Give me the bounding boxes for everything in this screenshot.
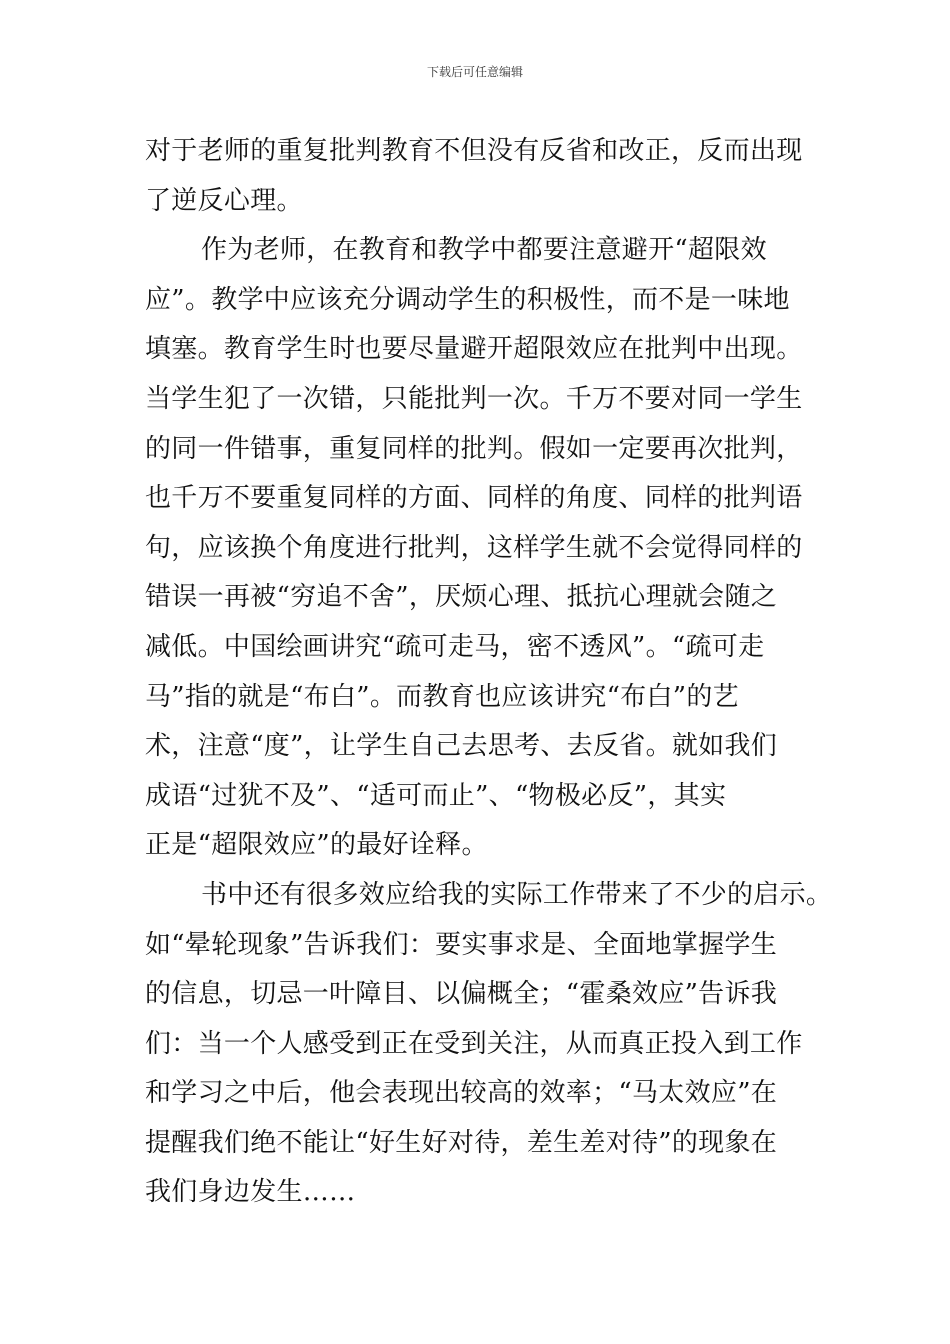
text-line: 的同一件错事，重复同样的批判。假如一定要再次批判， bbox=[145, 433, 803, 464]
text-line: 也千万不要重复同样的方面、同样的角度、同样的批判语 bbox=[145, 483, 803, 514]
page-header: 下载后可任意编辑 bbox=[426, 65, 523, 79]
text-line: 我们身边发生…… bbox=[145, 1177, 356, 1208]
document-body bbox=[145, 127, 835, 1218]
text-line: 减低。中国绘画讲究“疏可走马，密不透风”。“疏可走 bbox=[145, 631, 765, 662]
text-line: 成语“过犹不及”、“适可而止”、“物极必反”，其实 bbox=[145, 780, 727, 811]
text-line: 的信息，切忌一叶障目、以偏概全；“霍桑效应”告诉我 bbox=[145, 979, 778, 1010]
text-line: 们：当一个人感受到正在受到关注，从而真正投入到工作 bbox=[145, 1028, 803, 1059]
text-line: 对于老师的重复批判教育不但没有反省和改正，反而出现 bbox=[145, 136, 803, 166]
text-line: 和学习之中后，他会表现出较高的效率；“马太效应”在 bbox=[145, 1078, 778, 1109]
text-line: 错误一再被“穷追不舍”，厌烦心理、抵抗心理就会随之 bbox=[145, 582, 778, 613]
text-line: 填塞。教育学生时也要尽量避开超限效应在批判中出现。 bbox=[145, 334, 803, 365]
paragraph-first-line: 书中还有很多效应给我的实际工作带来了不少的启示。 bbox=[201, 879, 833, 910]
paragraph-first-line: 作为老师，在教育和教学中都要注意避开“超限效 bbox=[201, 235, 767, 266]
text-line: 句，应该换个角度进行批判，这样学生就不会觉得同样的 bbox=[145, 532, 803, 563]
text-line: 如“晕轮现象”告诉我们：要实事求是、全面地掌握学生 bbox=[145, 929, 778, 960]
text-line: 应”。教学中应该充分调动学生的积极性，而不是一味地 bbox=[145, 284, 790, 315]
text-line: 正是“超限效应”的最好诠释。 bbox=[145, 830, 488, 861]
text-line: 当学生犯了一次错，只能批判一次。千万不要对同一学生 bbox=[145, 383, 803, 414]
text-line: 提醒我们绝不能让“好生好对待，差生差对待”的现象在 bbox=[145, 1127, 778, 1158]
text-line: 了逆反心理。 bbox=[145, 185, 303, 216]
text-line: 马”指的就是“布白”。而教育也应该讲究“布白”的艺 bbox=[145, 681, 739, 712]
text-line: 术，注意“度”，让学生自己去思考、去反省。就如我们 bbox=[145, 731, 778, 762]
